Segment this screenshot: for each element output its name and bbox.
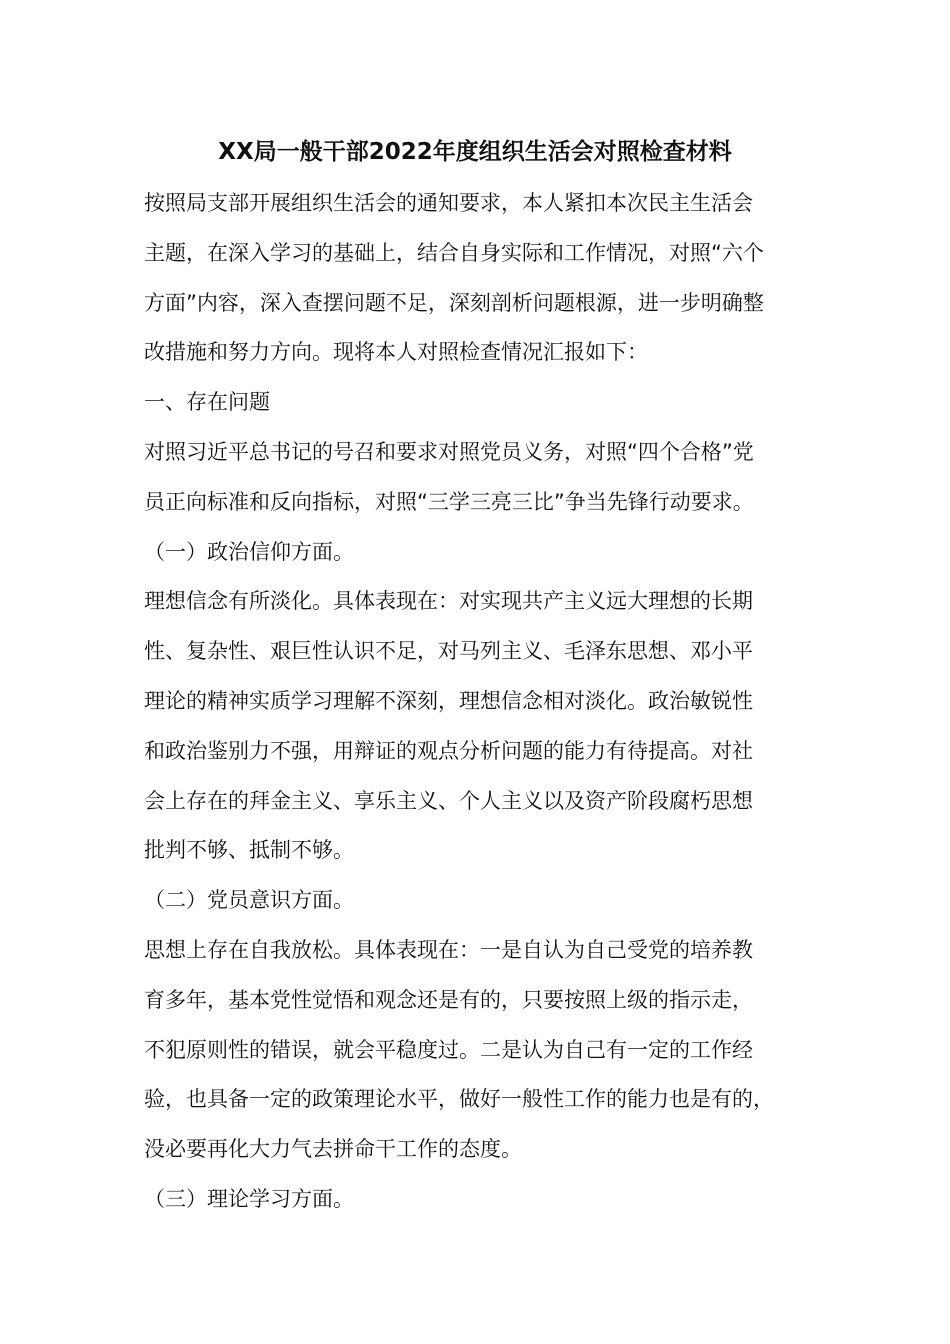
party-awareness-line-3: 不犯原则性的错误，就会平稳度过。二是认为自己有一定的工作经: [144, 1037, 753, 1062]
intro-line-3: 方面”内容，深入查摆问题不足，深刻剖析问题根源，进一步明确整: [144, 290, 764, 315]
subheading-theory-study: （三）理论学习方面。: [144, 1186, 354, 1211]
political-belief-line-4: 和政治鉴别力不强，用辩证的观点分析问题的能力有待提高。对社: [144, 738, 753, 763]
document-body: [144, 179, 826, 1225]
party-awareness-line-2: 育多年，基本党性觉悟和观念还是有的，只要按照上级的指示走，: [144, 987, 753, 1012]
political-belief-line-1: 理想信念有所淡化。具体表现在：对实现共产主义远大理想的长期: [144, 589, 753, 614]
political-belief-line-3: 理论的精神实质学习理解不深刻，理想信念相对淡化。政治敏锐性: [144, 688, 753, 713]
party-awareness-line-1: 思想上存在自我放松。具体表现在：一是自认为自己受党的培养教: [144, 937, 753, 962]
political-belief-line-6: 批判不够、抵制不够。: [144, 838, 354, 863]
party-awareness-line-5: 没必要再化大力气去拼命干工作的态度。: [144, 1137, 522, 1162]
political-belief-line-2: 性、复杂性、艰巨性认识不足，对马列主义、毛泽东思想、邓小平: [144, 639, 753, 664]
subheading-political-belief: （一）政治信仰方面。: [144, 539, 354, 564]
document-title: XX局一般干部2022年度组织生活会对照检查材料: [218, 139, 732, 165]
problems-intro-line-2: 员正向标准和反向指标，对照“三学三亮三比”争当先锋行动要求。: [144, 489, 754, 514]
intro-line-4: 改措施和努力方向。现将本人对照检查情况汇报如下：: [144, 340, 648, 365]
intro-line-2: 主题，在深入学习的基础上，结合自身实际和工作情况，对照“六个: [144, 240, 764, 265]
section-heading-problems: 一、存在问题: [144, 390, 270, 415]
political-belief-line-5: 会上存在的拜金主义、享乐主义、个人主义以及资产阶段腐朽思想: [144, 788, 753, 813]
problems-intro-line-1: 对照习近平总书记的号召和要求对照党员义务，对照“四个合格”党: [144, 439, 754, 464]
intro-line-1: 按照局支部开展组织生活会的通知要求，本人紧扣本次民主生活会: [144, 191, 753, 215]
party-awareness-line-4: 验，也具备一定的政策理论水平，做好一般性工作的能力也是有的，: [144, 1087, 774, 1112]
subheading-party-awareness: （二）党员意识方面。: [144, 888, 354, 913]
